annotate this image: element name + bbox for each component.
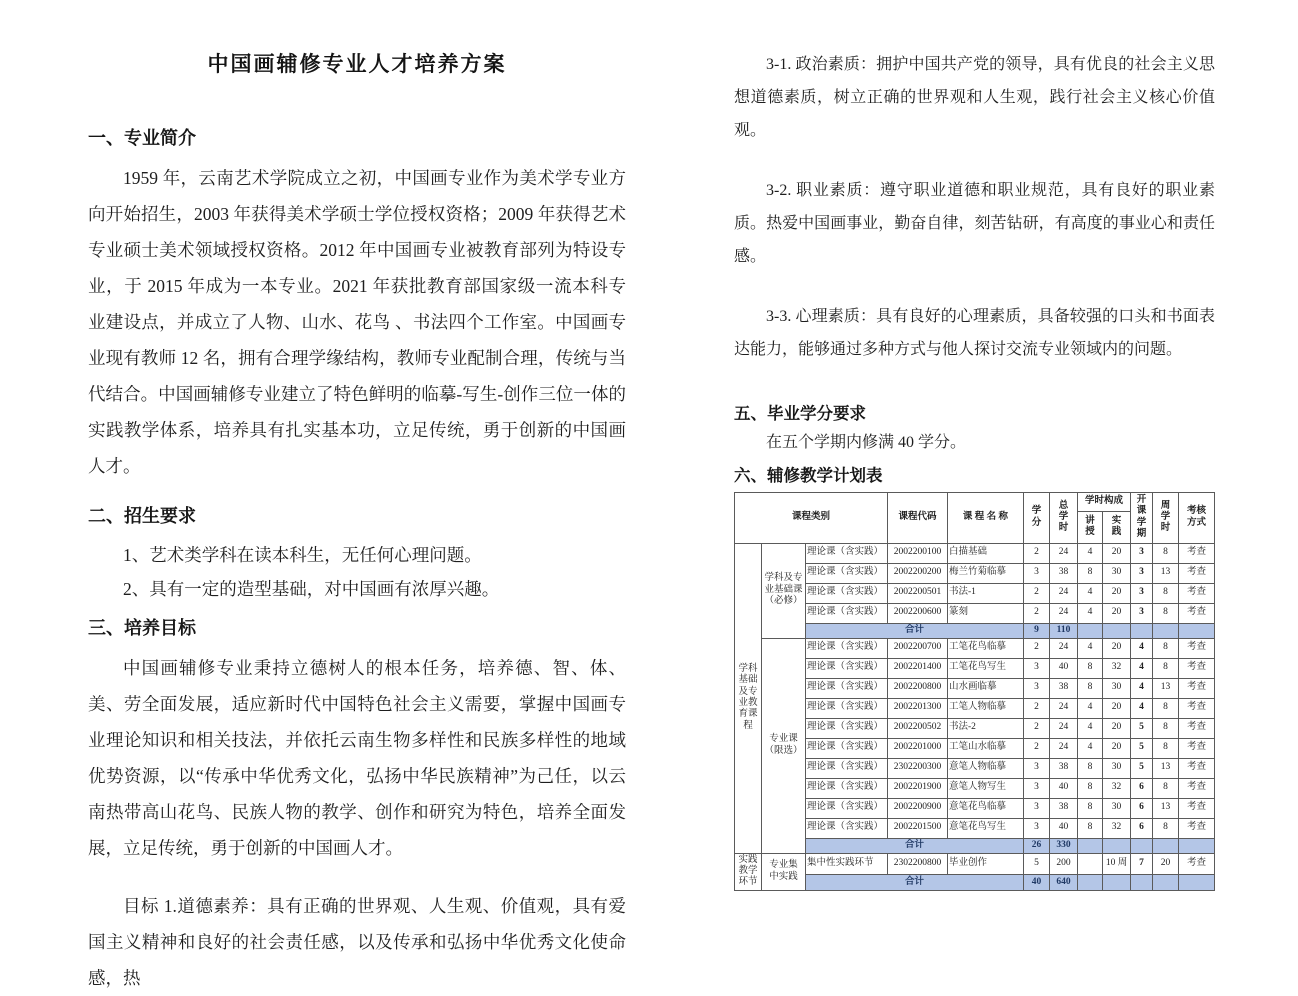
table-cell: 24 <box>1050 603 1078 623</box>
table-cell: 2302200800 <box>888 853 948 874</box>
table-cell <box>1078 853 1103 874</box>
table-cell: 20 <box>1103 543 1131 563</box>
table-cell: 3 <box>1024 798 1050 818</box>
table-cell: 13 <box>1153 678 1179 698</box>
table-cell: 考查 <box>1179 678 1215 698</box>
course-row <box>735 758 1215 778</box>
table-cell: 2 <box>1024 638 1050 658</box>
table-cell: 24 <box>1050 543 1078 563</box>
table-cell: 意笔人物写生 <box>948 778 1024 798</box>
table-cell: 专业集 中实践 <box>762 853 806 890</box>
table-cell: 理论课（含实践） <box>806 798 888 818</box>
table-cell <box>1131 838 1153 853</box>
table-cell: 3 <box>1024 658 1050 678</box>
table-cell: 实践 教学 环节 <box>735 853 762 890</box>
course-row <box>735 658 1215 678</box>
table-cell: 毕业创作 <box>948 853 1024 874</box>
table-cell: 4 <box>1078 738 1103 758</box>
table-cell: 9 <box>1024 623 1050 638</box>
table-cell: 8 <box>1078 758 1103 778</box>
table-cell: 8 <box>1153 583 1179 603</box>
table-cell <box>1131 874 1153 890</box>
table-cell: 32 <box>1103 778 1131 798</box>
section-1-paragraph: 1959 年，云南艺术学院成立之初，中国画专业作为美术学专业方向开始招生，2003 年获得美术学硕士学位授权资格；2009 年获得艺术专业硕士美术领域授权资格。2012 年中国画专业被教育部列为特设专业，于 2015 年成为一本专业。2021 年获批教育部国家级一流本科专业建设点，并成立了人物、山水、花鸟 、书法四个工作室。中国画专业现有教师 12 名，拥有合理学缘结构，教师专业配制合理，传统与当代结合。中国画辅修专业建立了特色鲜明的临摹-写生-创作三位一体的实践教学体系，培养具有扎实基本功，立足传统，勇于创新的中国画人才。 <box>88 168 626 476</box>
table-cell: 30 <box>1103 798 1131 818</box>
credit-requirement-text: 在五个学期内修满 40 学分。 <box>766 434 967 451</box>
table-cell: 意笔人物临摹 <box>948 758 1024 778</box>
table-cell: 330 <box>1050 838 1078 853</box>
subtotal-row <box>735 838 1215 853</box>
table-cell <box>1153 623 1179 638</box>
table-cell: 20 <box>1103 583 1131 603</box>
table-cell <box>1103 838 1131 853</box>
table-cell: 6 <box>1131 798 1153 818</box>
table-cell: 4 <box>1078 718 1103 738</box>
table-cell <box>1078 623 1103 638</box>
table-cell: 考查 <box>1179 818 1215 838</box>
table-cell: 理论课（含实践） <box>806 563 888 583</box>
course-row <box>735 798 1215 818</box>
minor-plan-table <box>734 492 1215 891</box>
table-cell: 40 <box>1050 778 1078 798</box>
subtotal-row <box>735 623 1215 638</box>
table-cell: 5 <box>1024 853 1050 874</box>
table-cell: 4 <box>1078 583 1103 603</box>
table-header-cell: 课程类别 <box>735 493 888 544</box>
table-cell: 2 <box>1024 603 1050 623</box>
table-cell: 考查 <box>1179 638 1215 658</box>
table-cell: 理论课（含实践） <box>806 778 888 798</box>
section-3-paragraph-2: 目标 1.道德素养：具有正确的世界观、人生观、价值观，具有爱国主义精神和良好的社会责任感，以及传承和弘扬中华优秀文化使命感，热 <box>88 896 626 988</box>
table-cell: 13 <box>1153 798 1179 818</box>
table-header-cell: 开 课 学 期 <box>1131 493 1153 544</box>
table-cell: 专业课 （限选） <box>762 638 806 853</box>
table-header-cell: 考核 方式 <box>1179 493 1215 544</box>
table-cell: 理论课（含实践） <box>806 638 888 658</box>
table-cell: 200 <box>1050 853 1078 874</box>
table-cell: 640 <box>1050 874 1078 890</box>
table-cell: 考查 <box>1179 758 1215 778</box>
table-header-cell: 学时构成 <box>1078 493 1131 512</box>
table-cell: 2002200200 <box>888 563 948 583</box>
table-header-cell: 实 践 <box>1103 511 1131 543</box>
table-cell: 考查 <box>1179 778 1215 798</box>
table-cell: 篆刻 <box>948 603 1024 623</box>
table-cell: 5 <box>1131 718 1153 738</box>
document-title: 中国画辅修专业人才培养方案 <box>207 53 507 76</box>
table-cell: 考查 <box>1179 543 1215 563</box>
table-cell: 考查 <box>1179 798 1215 818</box>
table-cell: 8 <box>1153 603 1179 623</box>
table-cell: 2002201300 <box>888 698 948 718</box>
table-cell <box>1078 874 1103 890</box>
table-cell <box>1179 874 1215 890</box>
table-cell: 考查 <box>1179 563 1215 583</box>
table-header-cell: 课 程 名 称 <box>948 493 1024 544</box>
table-cell: 3 <box>1024 778 1050 798</box>
table-cell: 8 <box>1078 658 1103 678</box>
course-row <box>735 678 1215 698</box>
table-cell: 8 <box>1078 798 1103 818</box>
table-cell: 3 <box>1131 563 1153 583</box>
table-cell: 2002200600 <box>888 603 948 623</box>
table-cell: 6 <box>1131 778 1153 798</box>
section-6-heading: 六、辅修教学计划表 <box>734 467 883 485</box>
table-cell: 学科 基础 及专 业教 育课 程 <box>735 543 762 853</box>
table-cell: 8 <box>1153 658 1179 678</box>
table-cell: 8 <box>1078 563 1103 583</box>
table-header-cell: 学 分 <box>1024 493 1050 544</box>
table-cell: 山水画临摹 <box>948 678 1024 698</box>
table-cell: 理论课（含实践） <box>806 698 888 718</box>
table-cell: 8 <box>1153 818 1179 838</box>
subtotal-row <box>735 874 1215 890</box>
table-cell: 书法-1 <box>948 583 1024 603</box>
course-row <box>735 583 1215 603</box>
course-row <box>735 718 1215 738</box>
table-cell: 白描基础 <box>948 543 1024 563</box>
table-cell: 4 <box>1078 698 1103 718</box>
table-cell: 6 <box>1131 818 1153 838</box>
table-cell: 2302200300 <box>888 758 948 778</box>
table-cell: 13 <box>1153 758 1179 778</box>
table-cell: 理论课（含实践） <box>806 543 888 563</box>
table-cell: 4 <box>1131 658 1153 678</box>
table-cell: 2002200501 <box>888 583 948 603</box>
table-cell: 40 <box>1050 818 1078 838</box>
table-cell: 集中性实践环节 <box>806 853 888 874</box>
table-cell: 考查 <box>1179 853 1215 874</box>
table-cell: 3 <box>1024 758 1050 778</box>
table-cell <box>1103 623 1131 638</box>
table-cell: 2002201400 <box>888 658 948 678</box>
table-cell: 2002200502 <box>888 718 948 738</box>
table-cell: 8 <box>1153 543 1179 563</box>
course-row <box>735 778 1215 798</box>
table-cell: 5 <box>1131 738 1153 758</box>
table-cell: 40 <box>1024 874 1050 890</box>
admission-item-1: 1、艺术类学科在读本科生，无任何心理问题。 <box>123 545 482 565</box>
table-cell <box>1103 874 1131 890</box>
table-cell: 24 <box>1050 718 1078 738</box>
table-cell: 3 <box>1024 563 1050 583</box>
admission-item-2: 2、具有一定的造型基础，对中国画有浓厚兴趣。 <box>123 579 500 599</box>
table-cell: 3 <box>1131 603 1153 623</box>
table-cell: 4 <box>1131 678 1153 698</box>
table-cell: 4 <box>1078 603 1103 623</box>
table-cell: 20 <box>1103 718 1131 738</box>
course-row <box>735 738 1215 758</box>
course-row <box>735 563 1215 583</box>
table-cell <box>1153 874 1179 890</box>
table-cell: 3 <box>1131 583 1153 603</box>
table-cell: 理论课（含实践） <box>806 658 888 678</box>
table-cell: 考查 <box>1179 603 1215 623</box>
table-cell: 30 <box>1103 758 1131 778</box>
table-cell <box>1153 838 1179 853</box>
table-cell: 20 <box>1103 603 1131 623</box>
course-row <box>735 543 1215 563</box>
table-cell: 20 <box>1103 738 1131 758</box>
table-cell: 学科及专业基础课 （必修） <box>762 543 806 638</box>
table-cell: 3 <box>1131 543 1153 563</box>
left-page <box>88 34 626 996</box>
table-cell: 8 <box>1078 678 1103 698</box>
table-cell: 理论课（含实践） <box>806 678 888 698</box>
table-cell: 8 <box>1153 698 1179 718</box>
table-cell: 8 <box>1153 638 1179 658</box>
table-cell: 20 <box>1153 853 1179 874</box>
table-header-cell: 课程代码 <box>888 493 948 544</box>
table-cell: 2 <box>1024 543 1050 563</box>
table-cell: 工笔山水临摹 <box>948 738 1024 758</box>
table-cell: 4 <box>1131 638 1153 658</box>
section-1-heading: 一、专业简介 <box>88 128 196 148</box>
quality-paragraph-3-2: 3-2. 职业素质：遵守职业道德和职业规范，具有良好的职业素质。热爱中国画事业，勤奋自律，刻苦钻研，有高度的事业心和责任感。 <box>734 182 1215 265</box>
course-row <box>735 603 1215 623</box>
table-cell: 理论课（含实践） <box>806 758 888 778</box>
table-cell: 工笔花鸟临摹 <box>948 638 1024 658</box>
table-cell: 32 <box>1103 818 1131 838</box>
table-cell: 8 <box>1078 778 1103 798</box>
table-cell: 24 <box>1050 638 1078 658</box>
table-cell: 10 周 <box>1103 853 1131 874</box>
table-cell <box>1179 623 1215 638</box>
table-cell <box>1078 838 1103 853</box>
table-cell: 工笔人物临摹 <box>948 698 1024 718</box>
table-cell: 8 <box>1153 718 1179 738</box>
quality-paragraph-3-1: 3-1. 政治素质：拥护中国共产党的领导，具有优良的社会主义思想道德素质，树立正确的世界观和人生观，践行社会主义核心价值观。 <box>734 56 1215 139</box>
table-cell: 2002200700 <box>888 638 948 658</box>
table-cell: 26 <box>1024 838 1050 853</box>
table-cell: 8 <box>1153 738 1179 758</box>
table-cell: 意笔花鸟临摹 <box>948 798 1024 818</box>
table-cell: 考查 <box>1179 583 1215 603</box>
table-cell: 110 <box>1050 623 1078 638</box>
table-cell: 4 <box>1078 543 1103 563</box>
table-cell: 理论课（含实践） <box>806 718 888 738</box>
table-cell: 4 <box>1078 638 1103 658</box>
table-cell <box>1179 838 1215 853</box>
table-cell <box>1131 623 1153 638</box>
table-cell: 合计 <box>806 838 1024 853</box>
table-cell: 2002200100 <box>888 543 948 563</box>
section-5-heading: 五、毕业学分要求 <box>734 405 866 423</box>
table-cell: 书法-2 <box>948 718 1024 738</box>
table-cell: 理论课（含实践） <box>806 603 888 623</box>
table-cell: 工笔花鸟写生 <box>948 658 1024 678</box>
table-header-cell: 讲 授 <box>1078 511 1103 543</box>
table-cell: 40 <box>1050 658 1078 678</box>
table-cell: 8 <box>1153 778 1179 798</box>
table-cell: 4 <box>1131 698 1153 718</box>
table-cell: 7 <box>1131 853 1153 874</box>
table-cell: 考查 <box>1179 698 1215 718</box>
table-cell: 考查 <box>1179 718 1215 738</box>
table-cell: 2002201000 <box>888 738 948 758</box>
table-cell: 3 <box>1024 678 1050 698</box>
table-cell: 38 <box>1050 798 1078 818</box>
table-cell: 意笔花鸟写生 <box>948 818 1024 838</box>
table-cell: 理论课（含实践） <box>806 818 888 838</box>
table-cell: 38 <box>1050 563 1078 583</box>
table-cell: 2 <box>1024 583 1050 603</box>
table-cell: 2002200900 <box>888 798 948 818</box>
table-cell: 2002200800 <box>888 678 948 698</box>
course-row <box>735 638 1215 658</box>
course-row <box>735 818 1215 838</box>
table-cell: 合计 <box>806 623 1024 638</box>
course-row <box>735 698 1215 718</box>
table-cell: 24 <box>1050 583 1078 603</box>
section-3-paragraph-1: 中国画辅修专业秉持立德树人的根本任务，培养德、智、体、美、劳全面发展，适应新时代中国特色社会主义需要，掌握中国画专业理论知识和相关技法，并依托云南生物多样性和民族多样性的地域优势资源，以“传承中华优秀文化，弘扬中华民族精神”为己任，以云南热带高山花鸟、民族人物的教学、创作和研究为特色，培养全面发展，立足传统，勇于创新的中国画人才。 <box>88 658 626 858</box>
table-cell: 30 <box>1103 678 1131 698</box>
table-cell: 理论课（含实践） <box>806 738 888 758</box>
right-page <box>734 34 1215 891</box>
section-3-heading: 三、培养目标 <box>88 618 196 638</box>
table-cell: 20 <box>1103 698 1131 718</box>
table-cell: 24 <box>1050 698 1078 718</box>
table-header-cell: 总 学 时 <box>1050 493 1078 544</box>
table-cell: 2002201900 <box>888 778 948 798</box>
table-cell: 5 <box>1131 758 1153 778</box>
quality-paragraph-3-3: 3-3. 心理素质：具有良好的心理素质，具备较强的口头和书面表达能力，能够通过多种方式与他人探讨交流专业领域内的问题。 <box>734 308 1215 358</box>
table-cell: 考查 <box>1179 738 1215 758</box>
table-cell: 32 <box>1103 658 1131 678</box>
course-row <box>735 853 1215 874</box>
table-cell: 20 <box>1103 638 1131 658</box>
table-cell: 考查 <box>1179 658 1215 678</box>
table-cell: 3 <box>1024 818 1050 838</box>
table-cell: 合计 <box>806 874 1024 890</box>
table-cell: 8 <box>1078 818 1103 838</box>
table-header-cell: 周 学 时 <box>1153 493 1179 544</box>
table-cell: 2 <box>1024 698 1050 718</box>
table-cell: 2 <box>1024 718 1050 738</box>
table-cell: 理论课（含实践） <box>806 583 888 603</box>
table-cell: 2002201500 <box>888 818 948 838</box>
table-cell: 38 <box>1050 758 1078 778</box>
section-2-heading: 二、招生要求 <box>88 506 196 526</box>
table-cell: 梅兰竹菊临摹 <box>948 563 1024 583</box>
table-cell: 24 <box>1050 738 1078 758</box>
table-cell: 38 <box>1050 678 1078 698</box>
table-cell: 2 <box>1024 738 1050 758</box>
table-cell: 30 <box>1103 563 1131 583</box>
table-cell: 13 <box>1153 563 1179 583</box>
